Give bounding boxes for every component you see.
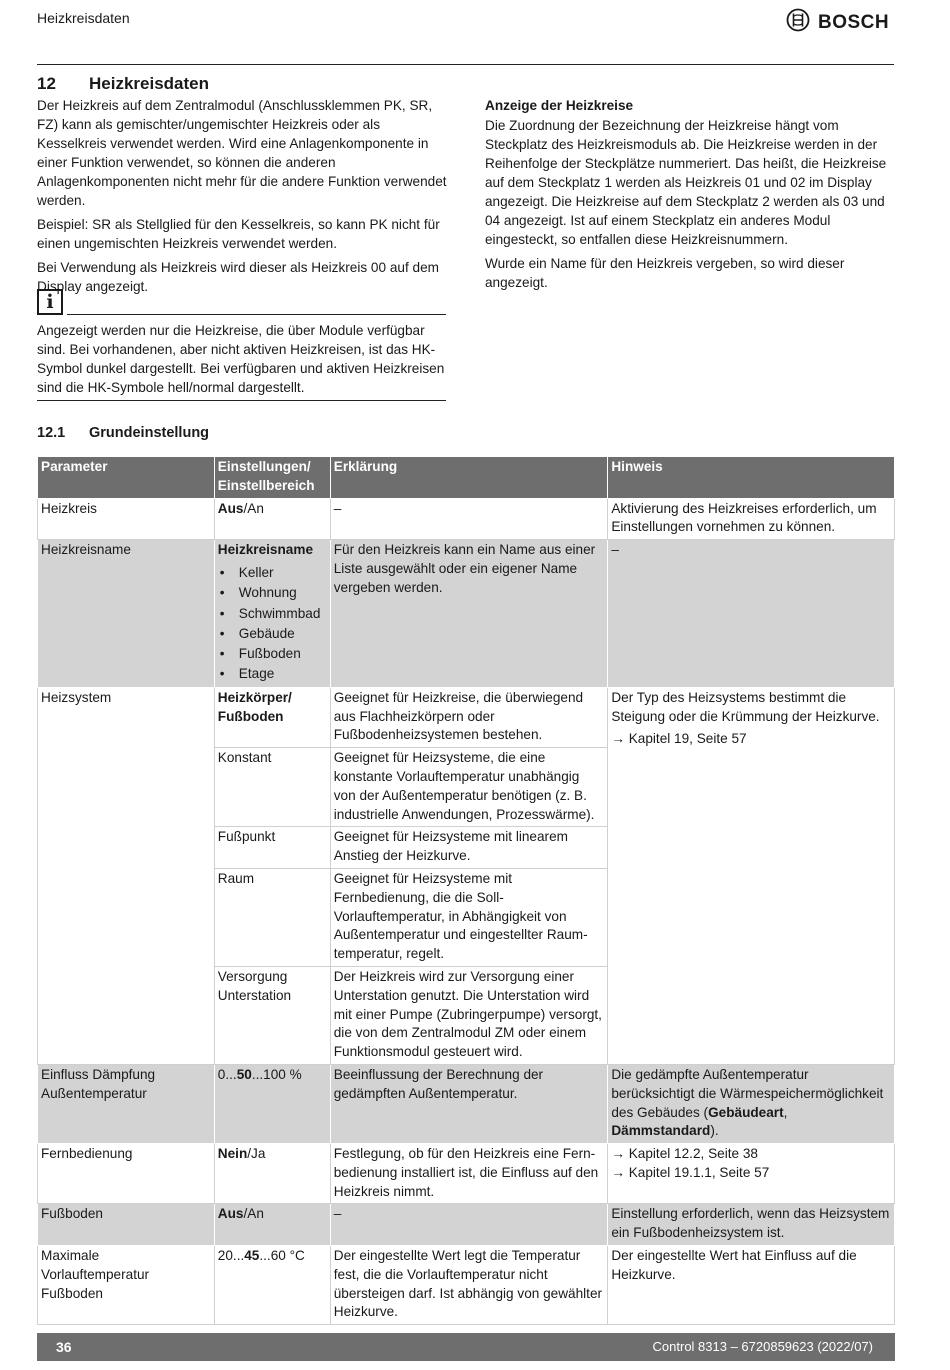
table-row (38, 1144, 895, 1204)
setting-cell: Fußpunkt (214, 827, 330, 869)
hint-cell (608, 1144, 895, 1204)
right-column (485, 96, 897, 297)
default-value: Nein (217, 1146, 248, 1162)
hint-term: Gebäudeart (708, 1104, 784, 1120)
table-row (38, 540, 895, 688)
default-value: 50 (236, 1066, 252, 1082)
explanation-cell: Der Heizkreis wird zur Versorgung einer Unterstation genutzt. Die Unterstation wird mit einer Pumpe (Zubringerpumpe) versorgt, die von dem Zentralmodul ZM oder einem Funktionsmodul gesteuert wird. (330, 966, 608, 1064)
explanation-cell: – (330, 1204, 608, 1246)
setting-cell: Heizkörper/ Fußboden (214, 687, 330, 747)
table-row (38, 498, 895, 540)
table-header-row (38, 457, 895, 499)
range-max: ...100 % (251, 1066, 302, 1082)
bosch-armature-icon (786, 8, 810, 37)
table-row (38, 1064, 895, 1143)
info-bottom-rule (37, 400, 446, 401)
header-divider (37, 64, 894, 65)
setting-cell: Konstant (214, 748, 330, 827)
brand-name: BOSCH (818, 11, 890, 33)
explanation-cell: Festlegung, ob für den Heizkreis eine Fernbedienung installiert ist, die Einfluss auf den Heizkreis nimmt. (330, 1144, 608, 1204)
setting-cell (214, 1204, 330, 1246)
explanation-cell: Der eingestellte Wert legt die Temperatur fest, die die Vorlauftemperatur nicht übersteigen darf. Ist abhängig von gewählter Heizkurve. (330, 1246, 608, 1325)
default-value: Aus (217, 500, 244, 516)
paragraph: Die Zuordnung der Bezeichnung der Heizkreise hängt vom Steckplatz des Heizkreismoduls ab. Die Heizkreise werden in der Reihenfolge der Steckplätze nummeriert. Das heißt, die Heizkreise auf dem Steckplatz 1 werden als Heizkreis 01 und 02 im Display angezeigt. Die Heizkreise auf dem Steckplatz 2 werden als 03 und 04 angezeigt. Ist auf einem Steckplatz ein anderes Modul eingesteckt, so entfallen diese Heizkreisnummern. (485, 118, 887, 247)
chapter-reference: → Kapitel 12.2, Seite 38 (611, 1146, 758, 1162)
info-text: Angezeigt werden nur die Heizkreise, die über Module verfügbar sind. Bei vorhandenen, aber nicht aktiven Heizkreisen, ist das HK-Symbol dunkel dargestellt. Bei verfügbaren und aktiven Heizkreisen sind die HK-Symbole hell/normal dargestellt. (37, 323, 445, 395)
list-item: • Etage (218, 664, 327, 684)
explanation-cell: Geeignet für Heizsysteme, die eine konstante Vorlauftemperatur unabhängig von der Außentemperatur benötigen (z. B. industrielle Anwendungen, Prozesswärme). (330, 748, 608, 827)
table-row (38, 687, 895, 747)
range-min: 0... (217, 1066, 237, 1082)
setting-cell (214, 498, 330, 540)
setting-rest: /An (243, 500, 264, 516)
setting-cell (214, 540, 330, 688)
explanation-cell: Für den Heizkreis kann ein Name aus einer Liste ausgewählt oder ein eigener Name vergeben werden. (330, 540, 608, 688)
list-item: • Gebäude (218, 624, 327, 644)
info-note (37, 289, 446, 401)
default-value: Heizkreisname (217, 542, 314, 558)
list-item: • Schwimmbad (218, 604, 327, 624)
info-top-rule (67, 314, 446, 315)
explanation-cell: Geeignet für Heizsysteme mit Fernbedienung, die die Soll-Vorlauftemperatur, in Abhängigkeit von Außentemperatur und eingestellter Raumtemperatur, regelt. (330, 868, 608, 966)
column-header: Erklärung (330, 457, 608, 499)
paragraph: Bei Verwendung als Heizkreis wird dieser als Heizkreis 00 auf dem Display angezeigt. (37, 260, 439, 294)
default-value: 45 (244, 1248, 260, 1264)
paragraph: Der Heizkreis auf dem Zentralmodul (Anschlussklemmen PK, SR, FZ) kann als gemischter/ungemischter Heizkreis oder als Kesselkreis verwendet werden. Wird eine Anlagenkomponente in einer Funktion verwendet, so können die anderen Anlagenkomponenten nicht mehr für die andere Funktion verwendet werden. (37, 98, 447, 208)
left-column (37, 96, 449, 301)
document-id: Control 8313 – 6720859623 (2022/07) (652, 1339, 873, 1354)
explanation-cell: Geeignet für Heizsysteme mit linearem Anstieg der Heizkurve. (330, 827, 608, 869)
param-cell: Maximale Vorlauftemperatur Fußboden (38, 1246, 215, 1325)
range-max: ...60 °C (259, 1248, 305, 1264)
paragraph: Beispiel: SR als Stellglied für den Kesselkreis, so kann PK nicht für einen ungemischten Heizkreis verwendet werden. (37, 217, 440, 251)
hint-text: Der Typ des Heizsystems bestimmt die Steigung oder die Krümmung der Heizkurve. (611, 689, 880, 724)
explanation-cell: Beeinflussung der Berechnung der gedämpften Außentemperatur. (330, 1064, 608, 1143)
param-cell: Heizkreisname (38, 540, 215, 688)
hint-text: Die gedämpfte Außentemperatur berücksichtigt die Wärmespeichermöglichkeit des Gebäudes ( (611, 1066, 884, 1120)
section-title: Heizkreisdaten (89, 74, 209, 93)
hint-cell: Aktivierung des Heizkreises erforderlich, um Einstellungen vornehmen zu können. (608, 498, 895, 540)
setting-cell: Raum (214, 868, 330, 966)
column-header: Parameter (38, 457, 215, 499)
setting-cell: Versorgung Unterstation (214, 966, 330, 1064)
hint-cell: Einstellung erforderlich, wenn das Heizsystem ein Fußbodenheizsystem ist. (608, 1204, 895, 1246)
paragraph: Wurde ein Name für den Heizkreis vergeben, so wird dieser angezeigt. (485, 256, 845, 290)
setting-rest: /An (243, 1206, 264, 1222)
table-row (38, 1204, 895, 1246)
running-header-title: Heizkreisdaten (37, 10, 130, 26)
param-cell: Heizsystem (38, 687, 215, 1064)
right-subheading: Anzeige der Heizkreise (485, 98, 634, 113)
hint-text: , (783, 1104, 788, 1120)
chapter-reference: → Kapitel 19.1.1, Seite 57 (611, 1164, 770, 1180)
column-header: Hinweis (608, 457, 895, 499)
page-footer (37, 1333, 895, 1361)
hint-cell: – (608, 540, 895, 688)
explanation-cell: Geeignet für Heizkreise, die überwiegend aus Flachheizkörpern oder Fußbodenheizsystemen bestehen. (330, 687, 608, 747)
section-heading (37, 74, 209, 94)
subsection-heading (37, 425, 209, 441)
option-list (218, 563, 327, 685)
hint-term: Dämmstandard (611, 1123, 711, 1139)
range-min: 20... (217, 1248, 245, 1264)
param-cell: Einfluss Dämpfung Außentemperatur (38, 1064, 215, 1143)
hint-text: ). (710, 1123, 719, 1139)
hint-cell (608, 1064, 895, 1143)
param-cell: Fernbedienung (38, 1144, 215, 1204)
setting-cell (214, 1246, 330, 1325)
column-header: Einstellungen/ Einstellbereich (214, 457, 330, 499)
subsection-number: 12.1 (37, 425, 66, 441)
bosch-logo (786, 8, 889, 37)
chapter-reference: → Kapitel 19, Seite 57 (611, 731, 747, 747)
param-cell: Fußboden (38, 1204, 215, 1246)
page-number: 36 (56, 1339, 72, 1355)
explanation-cell: – (330, 498, 608, 540)
list-item: • Wohnung (218, 583, 327, 603)
hint-cell (608, 687, 895, 1064)
setting-cell (214, 1064, 330, 1143)
list-item: • Fußboden (218, 644, 327, 664)
param-cell: Heizkreis (38, 498, 215, 540)
setting-cell (214, 1144, 330, 1204)
list-item: • Keller (218, 563, 327, 583)
info-icon: i (37, 289, 63, 315)
table-row (38, 1246, 895, 1325)
default-value: Aus (217, 1206, 244, 1222)
setting-rest: /Ja (247, 1146, 266, 1162)
subsection-title: Grundeinstellung (89, 425, 210, 441)
hint-cell: Der eingestellte Wert hat Einfluss auf die Heizkurve. (608, 1246, 895, 1325)
section-number: 12 (37, 74, 56, 93)
settings-table (37, 456, 895, 1325)
